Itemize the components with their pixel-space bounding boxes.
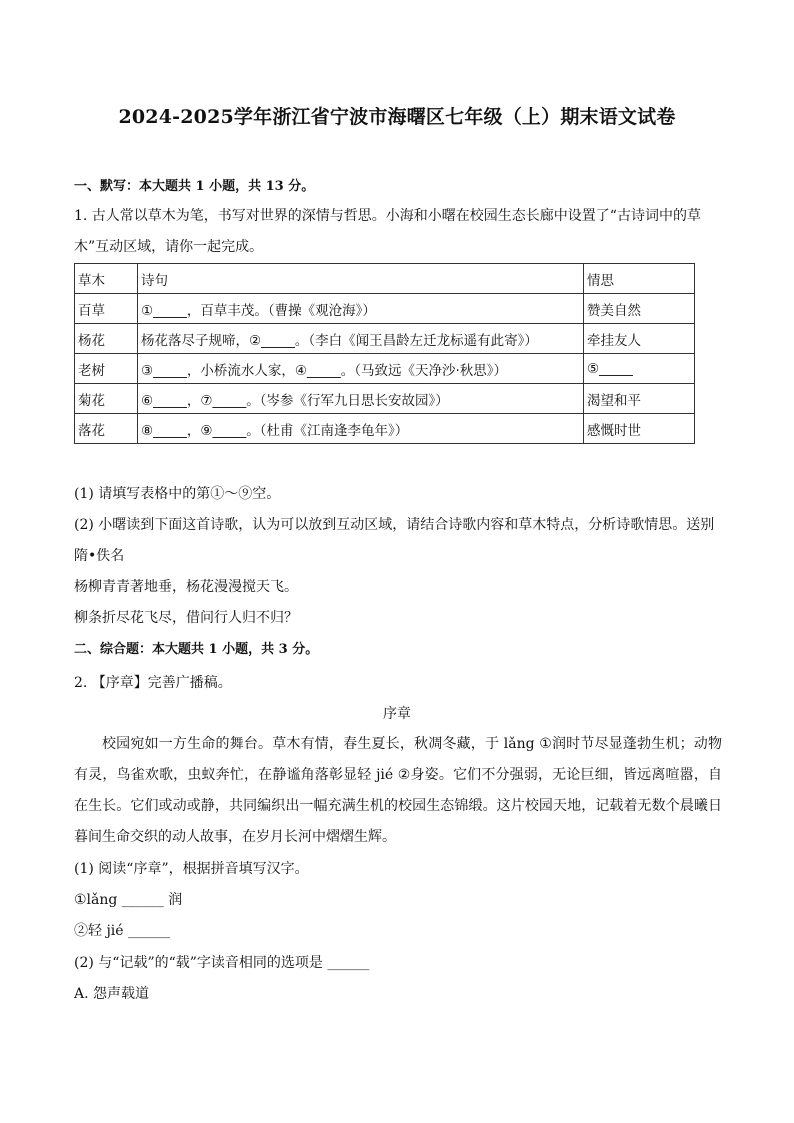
question-1-line-1: 1. 古人常以草木为笔，书写对世界的深情与哲思。小海和小曙在校园生态长廊中设置了“古诗词中的草 — [74, 208, 701, 224]
table-cell: ③_____，小桥流水人家，④_____。（马致远《天净沙·秋思》） — [138, 354, 584, 384]
table-cell: 渴望和平 — [584, 384, 695, 414]
option-a: A. 怨声载道 — [74, 986, 150, 1002]
table-header-cell: 草木 — [75, 264, 138, 294]
poem-line-2: 柳条折尽花飞尽，借问行人归不归？ — [74, 610, 298, 626]
table-row — [75, 294, 695, 324]
fill-blank-2: ②轻 jié ______ — [74, 923, 171, 939]
question-2-sub-1: (1) 阅读“序章”，根据拼音填写汉字。 — [74, 861, 309, 877]
page-title: 2024-2025学年浙江省宁波市海曙区七年级（上）期末语文试卷 — [118, 106, 676, 128]
table-cell: 杨花 — [75, 324, 138, 354]
fill-blank-1: ①lǎng ______ 润 — [74, 892, 183, 908]
question-2-sub-2: (2) 与“记载”的“载”字读音相同的选项是 ______ — [74, 955, 370, 971]
table-cell: 百草 — [75, 294, 138, 324]
poem-line-1: 杨柳青青著地垂，杨花漫漫搅天飞。 — [74, 579, 298, 595]
question-1-line-2: 木”互动区域，请你一起完成。 — [74, 239, 264, 255]
section-2-header: 二、综合题：本大题共 1 小题，共 3 分。 — [74, 642, 319, 657]
table-cell: 感慨时世 — [584, 414, 695, 444]
question-1-sub-2-line-2: 隋•佚名 — [74, 548, 125, 564]
table-row — [75, 324, 695, 354]
table-cell: 老树 — [75, 354, 138, 384]
table-cell: 菊花 — [75, 384, 138, 414]
question-1-sub-2-line-1: (2) 小曙读到下面这首诗歌，认为可以放到互动区域，请结合诗歌内容和草木特点，分析诗歌情思。送别 — [74, 517, 715, 533]
poem-table — [74, 263, 695, 444]
table-header-cell: 诗句 — [138, 264, 584, 294]
table-header-row — [75, 264, 695, 294]
question-1-sub-1: (1) 请填写表格中的第①～⑨空。 — [74, 486, 281, 502]
table-cell: ⑧_____，⑨_____。（杜甫《江南逢李龟年》） — [138, 414, 584, 444]
table-cell: ①_____，百草丰茂。（曹操《观沧海》） — [138, 294, 584, 324]
table-cell: ⑤_____ — [584, 354, 695, 384]
table-row — [75, 414, 695, 444]
table-row — [75, 384, 695, 414]
table-cell: ⑥_____，⑦_____。（岑参《行军九日思长安故园》） — [138, 384, 584, 414]
table-cell: 赞美自然 — [584, 294, 695, 324]
table-header-cell: 情思 — [584, 264, 695, 294]
passage-subtitle: 序章 — [383, 706, 411, 722]
table-cell: 落花 — [75, 414, 138, 444]
table-row — [75, 354, 695, 384]
table-cell: 牵挂友人 — [584, 324, 695, 354]
passage-paragraph: 校园宛如一方生命的舞台。草木有情，春生夏长，秋凋冬藏，于 lǎng ①润时节尽显蓬勃生机；动物有灵，鸟雀欢歌，虫蚁奔忙，在静谧角落彰显轻 jié ②身姿。它们不分强弱，无论巨细，皆远离喧嚣，自在生长。它们或动或静，共同编织出一幅充满生机的校园生态锦缎。这片校园天地，记载着无数个晨曦日暮间生命交织的动人故事，在岁月长河中熠熠生辉。 — [74, 736, 722, 845]
question-2-stem: 2. 【序章】完善广播稿。 — [74, 675, 232, 691]
section-1-header: 一、默写：本大题共 1 小题，共 13 分。 — [74, 179, 315, 194]
table-cell: 杨花落尽子规啼，②_____。（李白《闻王昌龄左迁龙标遥有此寄》） — [138, 324, 584, 354]
